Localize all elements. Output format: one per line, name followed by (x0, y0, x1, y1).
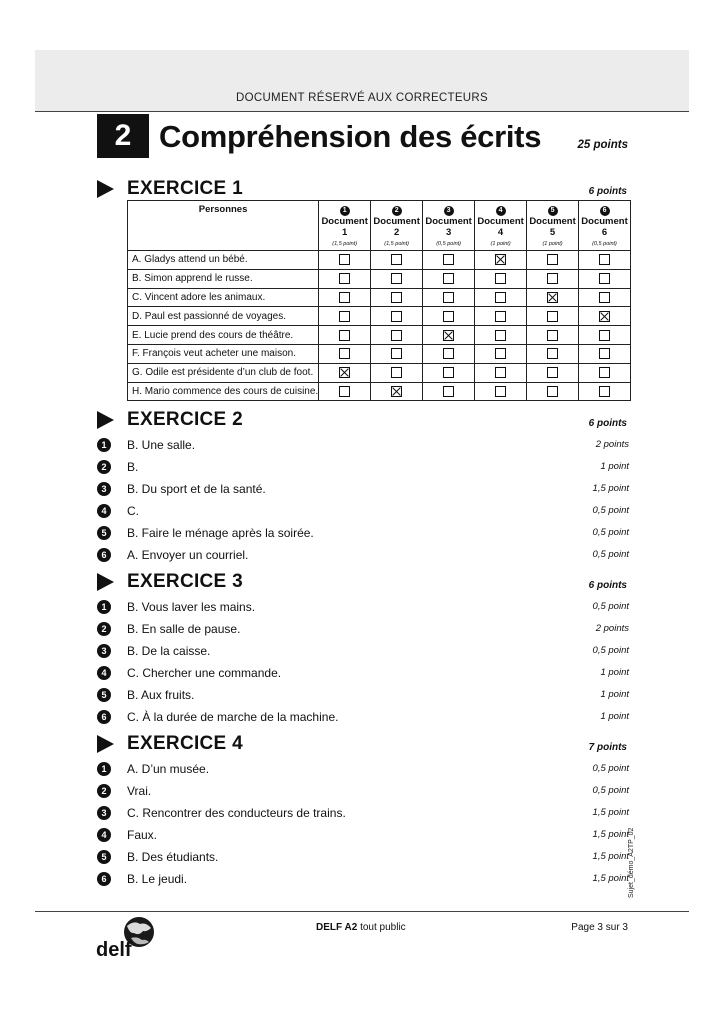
answer-text: B. Le jeudi. (127, 872, 188, 886)
answer-points: 0,5 point (592, 527, 629, 538)
persons-header: Personnes (128, 201, 319, 251)
grid-cell (423, 288, 475, 307)
question-number-badge: 1 (97, 438, 111, 452)
answer-points: 0,5 point (592, 763, 629, 774)
answer-points: 2 points (595, 439, 629, 450)
empty-checkbox-icon[interactable] (339, 348, 350, 359)
empty-checkbox-icon[interactable] (547, 348, 558, 359)
answer-row (97, 871, 629, 887)
person-statement: F. François veut acheter une maison. (128, 344, 319, 363)
answer-points: 0,5 point (592, 785, 629, 796)
document-number: 4 (497, 227, 504, 238)
answer-points: 0,5 point (592, 645, 629, 656)
grid-cell (527, 251, 579, 270)
document-number: 5 (549, 227, 556, 238)
document-label: Document (321, 216, 368, 227)
grid-cell (371, 382, 423, 401)
empty-checkbox-icon[interactable] (547, 386, 558, 397)
grid-cell (475, 326, 527, 345)
empty-checkbox-icon[interactable] (599, 273, 610, 284)
answer-row (97, 709, 629, 725)
grid-cell (371, 307, 423, 326)
answer-points: 2 points (595, 623, 629, 634)
grid-body (128, 251, 631, 401)
checked-box-icon[interactable] (339, 367, 350, 378)
empty-checkbox-icon[interactable] (495, 367, 506, 378)
document-label: Document (477, 216, 524, 227)
empty-checkbox-icon[interactable] (339, 330, 350, 341)
exercise-3-arrow-icon (97, 573, 114, 591)
answer-points: 1 point (600, 461, 629, 472)
answer-points: 0,5 point (592, 505, 629, 516)
grid-cell (319, 326, 371, 345)
document-code: Sujet_démo_A2TP_02 (628, 827, 635, 898)
grid-cell (371, 326, 423, 345)
answer-row (97, 687, 629, 703)
question-number-badge: 4 (97, 666, 111, 680)
answer-row (97, 437, 629, 453)
question-number-badge: 3 (97, 644, 111, 658)
grid-cell (579, 269, 631, 288)
logo-text: delf (96, 939, 132, 960)
grid-cell (475, 251, 527, 270)
empty-checkbox-icon[interactable] (443, 367, 454, 378)
grid-cell (579, 344, 631, 363)
grid-cell (371, 344, 423, 363)
document-1-header (319, 201, 371, 251)
grid-cell (527, 269, 579, 288)
answer-text: C. À la durée de marche de la machine. (127, 710, 339, 724)
grid-cell (371, 269, 423, 288)
question-number-badge: 5 (97, 688, 111, 702)
document-number: 3 (445, 227, 452, 238)
person-statement: E. Lucie prend des cours de théâtre. (128, 326, 319, 345)
question-number-badge: 1 (97, 762, 111, 776)
grid-row (128, 251, 631, 270)
document-number-badge: 3 (444, 206, 454, 216)
empty-checkbox-icon[interactable] (599, 292, 610, 303)
document-points: (0,5 point) (592, 241, 617, 247)
grid-cell (423, 382, 475, 401)
person-statement: G. Odile est présidente d’un club de foot. (128, 363, 319, 382)
document-points: (0,5 point) (436, 241, 461, 247)
section-points: 25 points (577, 139, 628, 151)
answer-row (97, 805, 629, 821)
grid-row (128, 326, 631, 345)
empty-checkbox-icon[interactable] (339, 273, 350, 284)
exercise-2-arrow-icon (97, 411, 114, 429)
document-points: (1 point) (490, 241, 511, 247)
grid-cell (319, 344, 371, 363)
answer-row (97, 621, 629, 637)
document-2-header (371, 201, 423, 251)
question-number-badge: 3 (97, 482, 111, 496)
answer-row (97, 481, 629, 497)
answer-points: 0,5 point (592, 601, 629, 612)
empty-checkbox-icon[interactable] (547, 330, 558, 341)
grid-cell (319, 307, 371, 326)
document-label: Document (425, 216, 472, 227)
document-3-header (423, 201, 475, 251)
exercise-1-arrow-icon (97, 180, 114, 198)
grid-cell (579, 382, 631, 401)
document-points: (1 point) (542, 241, 563, 247)
empty-checkbox-icon[interactable] (391, 292, 402, 303)
question-number-badge: 6 (97, 548, 111, 562)
grid-cell (475, 307, 527, 326)
answer-text: B. Aux fruits. (127, 688, 195, 702)
empty-checkbox-icon[interactable] (391, 348, 402, 359)
grid-row (128, 307, 631, 326)
answer-text: C. (127, 504, 139, 518)
answer-text: A. Envoyer un courriel. (127, 548, 249, 562)
document-number-badge: 5 (548, 206, 558, 216)
answer-row (97, 503, 629, 519)
empty-checkbox-icon[interactable] (495, 273, 506, 284)
section-number: 2 (97, 114, 149, 158)
question-number-badge: 1 (97, 600, 111, 614)
answer-text: B. De la caisse. (127, 644, 211, 658)
empty-checkbox-icon[interactable] (339, 254, 350, 265)
exercise-2-title: EXERCICE 2 (127, 409, 243, 430)
empty-checkbox-icon[interactable] (443, 311, 454, 322)
grid-cell (371, 251, 423, 270)
answer-text: B. Vous laver les mains. (127, 600, 256, 614)
answer-points: 1,5 point (592, 807, 629, 818)
grid-cell (527, 326, 579, 345)
answer-points: 0,5 point (592, 549, 629, 560)
footer-page-number: Page 3 sur 3 (571, 922, 628, 933)
answer-row (97, 783, 629, 799)
exercise-1-answer-grid (127, 200, 631, 401)
document-6-header (579, 201, 631, 251)
grid-cell (423, 326, 475, 345)
exercise-1-title: EXERCICE 1 (127, 178, 243, 199)
banner-text: DOCUMENT RÉSERVÉ AUX CORRECTEURS (236, 92, 488, 104)
grid-cell (579, 326, 631, 345)
answer-row (97, 459, 629, 475)
answer-points: 1,5 point (592, 873, 629, 884)
empty-checkbox-icon[interactable] (339, 386, 350, 397)
person-statement: A. Gladys attend un bébé. (128, 251, 319, 270)
grid-cell (579, 307, 631, 326)
answer-text: Vrai. (127, 784, 152, 798)
document-points: (1,5 point) (384, 241, 410, 247)
grid-cell (527, 307, 579, 326)
exercise-4-points: 7 points (588, 742, 627, 753)
empty-checkbox-icon[interactable] (443, 348, 454, 359)
answer-text: B. (127, 460, 139, 474)
question-number-badge: 6 (97, 872, 111, 886)
answer-text: B. En salle de pause. (127, 622, 241, 636)
empty-checkbox-icon[interactable] (599, 367, 610, 378)
empty-checkbox-icon[interactable] (547, 254, 558, 265)
person-statement: B. Simon apprend le russe. (128, 269, 319, 288)
document-number-badge: 1 (340, 206, 350, 216)
empty-checkbox-icon[interactable] (339, 292, 350, 303)
answer-points: 1,5 point (592, 829, 629, 840)
grid-cell (579, 288, 631, 307)
empty-checkbox-icon[interactable] (495, 292, 506, 303)
empty-checkbox-icon[interactable] (547, 367, 558, 378)
grid-header-row (128, 201, 631, 251)
grid-cell (527, 363, 579, 382)
grid-cell (371, 288, 423, 307)
answer-row (97, 599, 629, 615)
answer-row (97, 849, 629, 865)
empty-checkbox-icon[interactable] (599, 254, 610, 265)
document-number: 2 (393, 227, 400, 238)
grid-cell (319, 269, 371, 288)
grid-cell (475, 363, 527, 382)
empty-checkbox-icon[interactable] (599, 330, 610, 341)
empty-checkbox-icon[interactable] (443, 254, 454, 265)
grid-cell (319, 288, 371, 307)
section-title: Compréhension des écrits (159, 119, 542, 154)
empty-checkbox-icon[interactable] (391, 311, 402, 322)
grid-cell (475, 344, 527, 363)
exercise-3-title: EXERCICE 3 (127, 571, 243, 592)
document-points: (1,5 point) (332, 241, 358, 247)
question-number-badge: 4 (97, 828, 111, 842)
grid-cell (319, 363, 371, 382)
grid-cell (475, 288, 527, 307)
empty-checkbox-icon[interactable] (495, 348, 506, 359)
empty-checkbox-icon[interactable] (339, 311, 350, 322)
exercise-2-points: 6 points (588, 418, 627, 429)
question-number-badge: 5 (97, 850, 111, 864)
checked-box-icon[interactable] (599, 311, 610, 322)
document-label: Document (529, 216, 576, 227)
grid-cell (475, 382, 527, 401)
grid-cell (579, 363, 631, 382)
grid-row (128, 344, 631, 363)
empty-checkbox-icon[interactable] (547, 311, 558, 322)
answer-points: 1 point (600, 667, 629, 678)
exercise-4-arrow-icon (97, 735, 114, 753)
grid-cell (527, 344, 579, 363)
empty-checkbox-icon[interactable] (391, 330, 402, 341)
document-number: 6 (601, 227, 608, 238)
checked-box-icon[interactable] (547, 292, 558, 303)
answer-text: B. Faire le ménage après la soirée. (127, 526, 314, 540)
answer-text: B. Du sport et de la santé. (127, 482, 266, 496)
grid-cell (423, 251, 475, 270)
answer-text: C. Rencontrer des conducteurs de trains. (127, 806, 346, 820)
grid-cell (319, 251, 371, 270)
checked-box-icon[interactable] (391, 386, 402, 397)
answer-points: 1,5 point (592, 483, 629, 494)
exercise-1-points: 6 points (588, 186, 627, 197)
document-label: Document (581, 216, 628, 227)
question-number-badge: 4 (97, 504, 111, 518)
empty-checkbox-icon[interactable] (599, 348, 610, 359)
document-number-badge: 6 (600, 206, 610, 216)
checked-box-icon[interactable] (443, 330, 454, 341)
question-number-badge: 6 (97, 710, 111, 724)
grid-row (128, 382, 631, 401)
answer-row (97, 665, 629, 681)
empty-checkbox-icon[interactable] (495, 311, 506, 322)
answer-points: 1,5 point (592, 851, 629, 862)
answer-row (97, 827, 629, 843)
grid-cell (579, 251, 631, 270)
answer-row (97, 643, 629, 659)
document-number: 1 (342, 227, 348, 238)
document-4-header (475, 201, 527, 251)
person-statement: H. Mario commence des cours de cuisine. (128, 382, 319, 401)
answer-points: 1 point (600, 711, 629, 722)
footer-divider (35, 911, 689, 912)
answer-row (97, 547, 629, 563)
question-number-badge: 3 (97, 806, 111, 820)
grid-row (128, 269, 631, 288)
answer-text: B. Des étudiants. (127, 850, 219, 864)
grid-cell (527, 288, 579, 307)
document-5-header (527, 201, 579, 251)
document-number-badge: 2 (392, 206, 402, 216)
empty-checkbox-icon[interactable] (391, 367, 402, 378)
grid-cell (423, 344, 475, 363)
empty-checkbox-icon[interactable] (391, 254, 402, 265)
grid-cell (527, 382, 579, 401)
empty-checkbox-icon[interactable] (495, 330, 506, 341)
empty-checkbox-icon[interactable] (443, 386, 454, 397)
person-statement: C. Vincent adore les animaux. (128, 288, 319, 307)
exercise-3-points: 6 points (588, 580, 627, 591)
question-number-badge: 2 (97, 784, 111, 798)
question-number-badge: 2 (97, 460, 111, 474)
answer-text: A. D’un musée. (127, 762, 210, 776)
empty-checkbox-icon[interactable] (599, 386, 610, 397)
answer-text: B. Une salle. (127, 438, 196, 452)
question-number-badge: 5 (97, 526, 111, 540)
empty-checkbox-icon[interactable] (391, 273, 402, 284)
empty-checkbox-icon[interactable] (443, 273, 454, 284)
answer-text: C. Chercher une commande. (127, 666, 282, 680)
answer-row (97, 761, 629, 777)
grid-row (128, 363, 631, 382)
grid-cell (423, 269, 475, 288)
grid-cell (475, 269, 527, 288)
checked-box-icon[interactable] (495, 254, 506, 265)
grid-cell (319, 382, 371, 401)
grid-cell (423, 307, 475, 326)
delf-logo (94, 914, 158, 960)
document-number-badge: 4 (496, 206, 506, 216)
grid-row (128, 288, 631, 307)
footer-exam-level: DELF A2 (316, 922, 358, 933)
grid-cell (423, 363, 475, 382)
exercise-4-title: EXERCICE 4 (127, 733, 243, 754)
person-statement: D. Paul est passionné de voyages. (128, 307, 319, 326)
empty-checkbox-icon[interactable] (495, 386, 506, 397)
document-label: Document (373, 216, 420, 227)
answer-text: Faux. (127, 828, 158, 842)
footer-exam (316, 922, 406, 933)
question-number-badge: 2 (97, 622, 111, 636)
answer-points: 1 point (600, 689, 629, 700)
grid-cell (371, 363, 423, 382)
answer-row (97, 525, 629, 541)
footer-exam-audience: tout public (357, 922, 406, 933)
empty-checkbox-icon[interactable] (547, 273, 558, 284)
reserved-banner (35, 50, 689, 112)
empty-checkbox-icon[interactable] (443, 292, 454, 303)
